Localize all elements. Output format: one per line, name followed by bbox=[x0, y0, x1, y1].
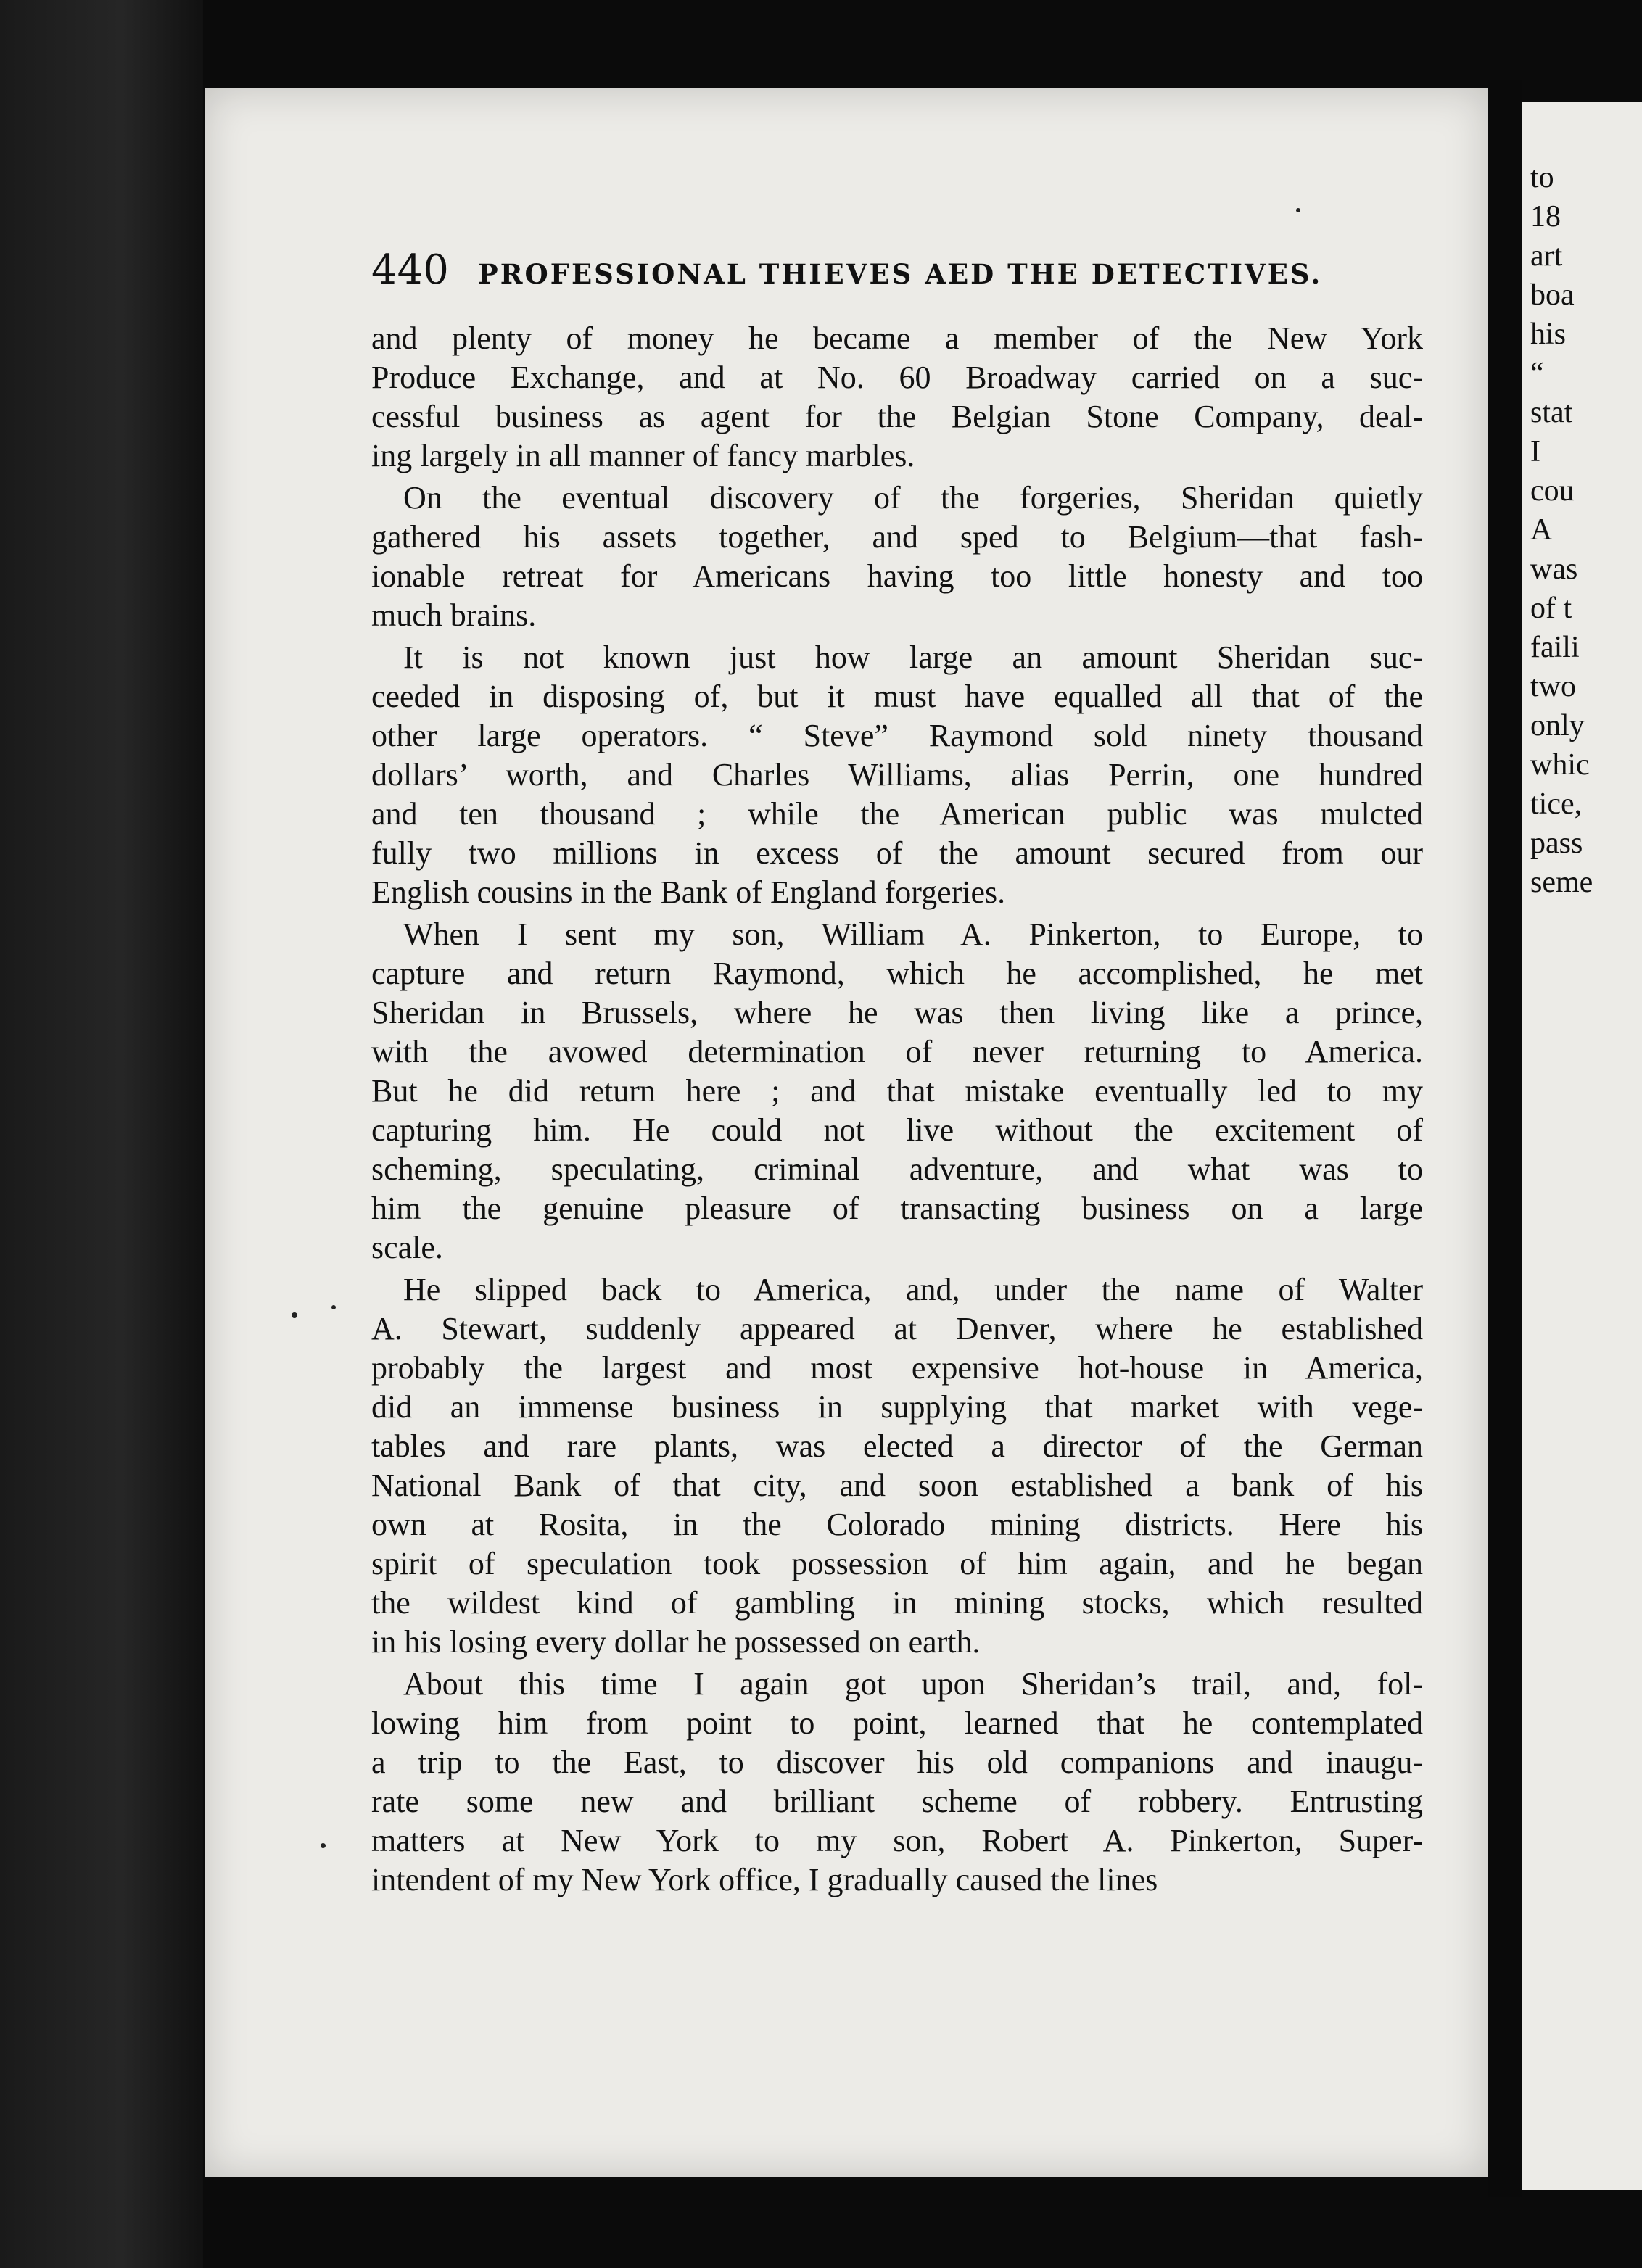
running-title: PROFESSIONAL THIEVES AED THE DETECTIVES. bbox=[477, 258, 1323, 290]
facing-text-fragment: tice, bbox=[1530, 787, 1583, 821]
text-line: Produce Exchange, and at No. 60 Broadway carried on a suc- bbox=[371, 360, 1423, 395]
text-line: Sheridan in Brussels, where he was then living like a prince, bbox=[371, 995, 1423, 1030]
ink-speck bbox=[331, 1305, 336, 1309]
text-line: him the genuine pleasure of transacting business on a large bbox=[371, 1191, 1423, 1226]
facing-text-fragment: art bbox=[1530, 239, 1563, 273]
text-line: fully two millions in excess of the amount secured from our bbox=[371, 835, 1423, 871]
text-line: probably the largest and most expensive hot-house in America, bbox=[371, 1350, 1423, 1386]
ink-speck bbox=[1296, 208, 1300, 212]
text-line: On the eventual discovery of the forgeries, Sheridan quietly bbox=[403, 480, 1423, 516]
text-line: But he did return here ; and that mistake eventually led to my bbox=[371, 1073, 1423, 1109]
text-line: He slipped back to America, and, under the name of Walter bbox=[403, 1272, 1423, 1307]
facing-text-fragment: faili bbox=[1530, 631, 1580, 664]
facing-text-fragment: his bbox=[1530, 318, 1567, 351]
facing-text-fragment: two bbox=[1530, 670, 1576, 703]
text-line: A. Stewart, suddenly appeared at Denver, where he established bbox=[371, 1311, 1423, 1346]
text-line: tables and rare plants, was elected a director of the German bbox=[371, 1428, 1423, 1464]
facing-text-fragment: stat bbox=[1530, 396, 1573, 429]
body-text bbox=[371, 319, 1423, 1903]
text-line: English cousins in the Bank of England forgeries. bbox=[371, 874, 1006, 910]
text-line: National Bank of that city, and soon established a bank of his bbox=[371, 1468, 1423, 1503]
paragraph bbox=[371, 319, 1423, 476]
paragraph-gap bbox=[371, 1900, 1423, 1903]
text-line: When I sent my son, William A. Pinkerton, to Europe, to bbox=[403, 916, 1423, 952]
text-line: scheming, speculating, criminal adventure, and what was to bbox=[371, 1151, 1423, 1187]
facing-text-fragment: of t bbox=[1530, 592, 1572, 625]
text-line: in his losing every dollar he possessed on earth. bbox=[371, 1624, 981, 1660]
facing-text-fragment: boa bbox=[1530, 278, 1575, 312]
text-line: own at Rosita, in the Colorado mining districts. Here his bbox=[371, 1507, 1423, 1542]
paragraph bbox=[371, 638, 1423, 912]
book-gutter bbox=[1488, 80, 1522, 2197]
ink-speck bbox=[292, 1312, 297, 1318]
facing-page-text bbox=[1530, 158, 1642, 902]
text-line: lowing him from point to point, learned that he contemplated bbox=[371, 1705, 1423, 1741]
text-line: other large operators. “ Steve” Raymond sold ninety thousand bbox=[371, 718, 1423, 753]
text-line: gathered his assets together, and sped to Belgium—that fash- bbox=[371, 519, 1423, 555]
facing-text-fragment: was bbox=[1530, 552, 1578, 586]
facing-text-fragment: seme bbox=[1530, 866, 1593, 899]
text-line: much brains. bbox=[371, 597, 537, 633]
text-line: and plenty of money he became a member of the New York bbox=[371, 320, 1423, 356]
paragraph bbox=[371, 1665, 1423, 1900]
facing-text-fragment: pass bbox=[1530, 827, 1583, 860]
paragraph bbox=[371, 479, 1423, 635]
scan-background-left bbox=[0, 0, 203, 2268]
text-line: ceeded in disposing of, but it must have equalled all that of the bbox=[371, 679, 1423, 714]
facing-text-fragment: cou bbox=[1530, 474, 1575, 508]
ink-speck bbox=[321, 1843, 326, 1848]
text-line: and ten thousand ; while the American public was mulcted bbox=[371, 796, 1423, 832]
text-line: ionable retreat for Americans having too little honesty and too bbox=[371, 558, 1423, 594]
facing-text-fragment: I bbox=[1530, 435, 1540, 468]
text-line: matters at New York to my son, Robert A. Pinkerton, Super- bbox=[371, 1823, 1423, 1858]
text-line: capturing him. He could not live without the excitement of bbox=[371, 1112, 1423, 1148]
facing-text-fragment: only bbox=[1530, 709, 1585, 742]
text-line: the wildest kind of gambling in mining stocks, which resulted bbox=[371, 1585, 1423, 1621]
text-line: It is not known just how large an amount Sheridan suc- bbox=[403, 640, 1423, 675]
text-line: intendent of my New York office, I gradually caused the lines bbox=[371, 1862, 1158, 1897]
book-page bbox=[205, 88, 1488, 2177]
paragraph bbox=[371, 915, 1423, 1267]
running-head bbox=[371, 247, 1423, 297]
text-line: rate some new and brilliant scheme of robbery. Entrusting bbox=[371, 1784, 1423, 1819]
facing-text-fragment: to bbox=[1530, 161, 1554, 194]
text-line: capture and return Raymond, which he accomplished, he met bbox=[371, 956, 1423, 991]
text-line: with the avowed determination of never returning to America. bbox=[371, 1034, 1423, 1069]
text-line: a trip to the East, to discover his old companions and inaugu- bbox=[371, 1745, 1423, 1780]
text-line: did an immense business in supplying that market with vege- bbox=[371, 1389, 1423, 1425]
facing-text-fragment: “ bbox=[1530, 357, 1544, 390]
facing-text-fragment: 18 bbox=[1530, 200, 1561, 233]
text-line: cessful business as agent for the Belgian Stone Company, deal- bbox=[371, 399, 1423, 434]
paragraph bbox=[371, 1270, 1423, 1662]
text-line: dollars’ worth, and Charles Williams, alias Perrin, one hundred bbox=[371, 757, 1423, 792]
text-line: About this time I again got upon Sheridan’s trail, and, fol- bbox=[403, 1666, 1423, 1702]
page-number: 440 bbox=[371, 247, 449, 294]
facing-text-fragment: A bbox=[1530, 513, 1553, 547]
text-line: scale. bbox=[371, 1230, 443, 1265]
facing-text-fragment: whic bbox=[1530, 748, 1590, 782]
facing-page bbox=[1522, 102, 1642, 2190]
text-line: ing largely in all manner of fancy marbles. bbox=[371, 438, 915, 473]
text-line: spirit of speculation took possession of him again, and he began bbox=[371, 1546, 1423, 1581]
